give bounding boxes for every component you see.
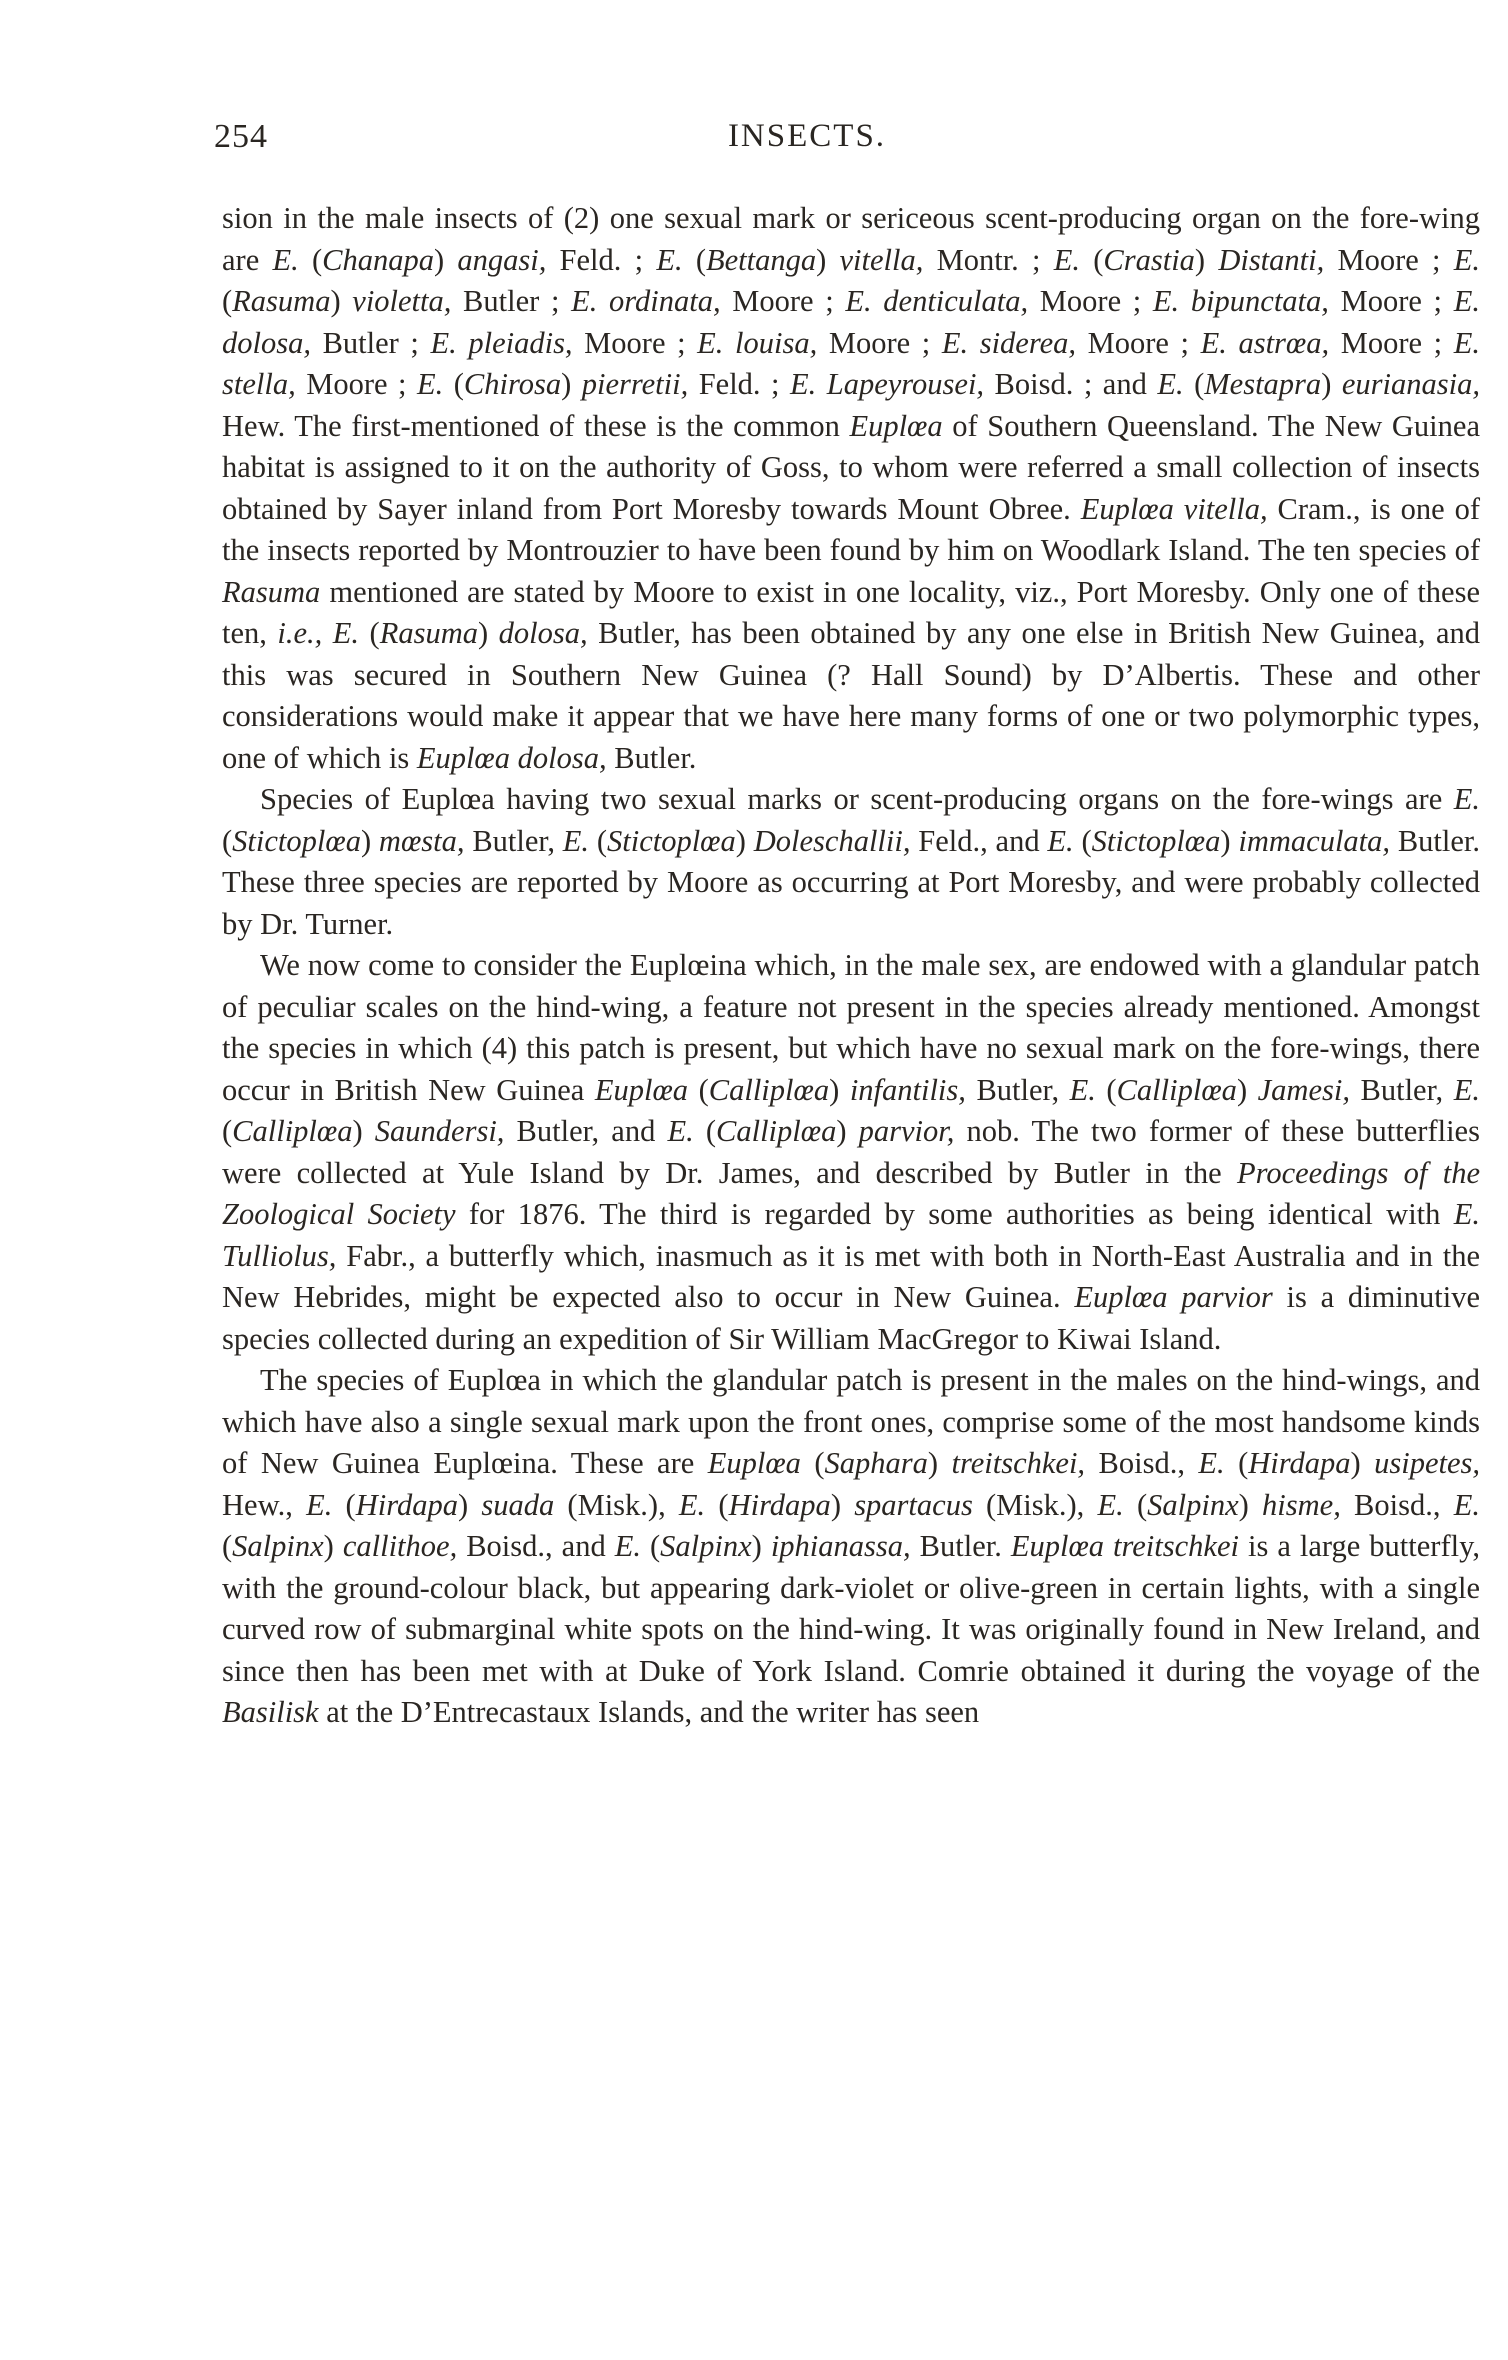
italic-text-run: E. bbox=[614, 1529, 641, 1563]
italic-text-run: Saundersi, bbox=[374, 1114, 505, 1148]
italic-text-run: Stictoplœa bbox=[1091, 823, 1221, 858]
text-run: Hew., bbox=[222, 1487, 307, 1522]
text-run: is a diminutive species collected during an expedition of Sir William MacGregor to Kiwai Island. bbox=[222, 1280, 1481, 1356]
italic-text-run: E. bbox=[1053, 242, 1080, 277]
italic-text-run: E. louisa, bbox=[697, 325, 818, 360]
text-run: ) bbox=[477, 616, 499, 650]
italic-text-run: Euplœa bbox=[707, 1446, 801, 1480]
text-run: Feld. ; bbox=[688, 367, 791, 401]
italic-text-run: E. bbox=[1097, 1487, 1124, 1522]
text-run: ) bbox=[457, 1487, 482, 1522]
italic-text-run: Mestapra bbox=[1204, 367, 1322, 401]
text-run: Moore ; bbox=[1329, 325, 1454, 360]
text-run: Boisd. ; and bbox=[984, 367, 1158, 401]
text-run: Boisd., bbox=[1085, 1446, 1199, 1480]
text-run: Moore ; bbox=[572, 325, 698, 360]
italic-text-run: E. stella, bbox=[222, 325, 1481, 401]
italic-text-run: E. bbox=[272, 242, 299, 277]
text-run: Butler, bbox=[464, 823, 563, 858]
italic-text-run: iphianassa, bbox=[770, 1529, 911, 1563]
text-run: ( bbox=[640, 1529, 661, 1563]
paragraph-2 bbox=[222, 779, 1480, 945]
text-run: ) bbox=[352, 1114, 375, 1148]
text-run: ) bbox=[816, 242, 840, 277]
italic-text-run: usipetes, bbox=[1374, 1446, 1481, 1480]
italic-text-run: Euplœa vitella, bbox=[1080, 491, 1268, 526]
italic-text-run: Euplœa bbox=[594, 1072, 689, 1107]
text-run: ( bbox=[222, 823, 233, 858]
text-run: The species of Euplœa in which the glandular patch is present in the males on the hind-wings, and which have also a single sexual mark upon the front ones, comprise some of the most handsome kinds of New Guinea Euplœina. These are bbox=[222, 1363, 1480, 1480]
italic-text-run: E. bbox=[562, 823, 590, 858]
italic-text-run: angasi, bbox=[457, 242, 547, 277]
text-run: ( bbox=[332, 1487, 356, 1522]
italic-text-run: vitella, bbox=[839, 242, 924, 277]
text-run: ) bbox=[561, 367, 582, 401]
italic-text-run: violetta, bbox=[352, 284, 452, 318]
text-run: Moore ; bbox=[720, 284, 846, 318]
text-run: ) bbox=[735, 823, 754, 858]
text-run: ) bbox=[751, 1529, 771, 1563]
text-run: ) bbox=[433, 242, 458, 277]
text-run: ) bbox=[1238, 1487, 1263, 1522]
text-run: ( bbox=[298, 242, 323, 277]
page-number: 254 bbox=[214, 118, 268, 155]
italic-text-run: E. bbox=[306, 1487, 333, 1522]
italic-text-run: Calliplœa bbox=[716, 1114, 837, 1148]
text-run: ) bbox=[1194, 242, 1219, 277]
text-run: ( bbox=[1073, 823, 1092, 858]
italic-text-run: immaculata, bbox=[1238, 823, 1391, 858]
text-run: Moore ; bbox=[817, 325, 942, 360]
text-run: ( bbox=[443, 367, 464, 401]
italic-text-run: Bettanga bbox=[706, 242, 817, 277]
italic-text-run: Hirdapa bbox=[355, 1487, 458, 1522]
text-run: Montr. ; bbox=[923, 242, 1054, 277]
italic-text-run: E. dolosa, bbox=[222, 284, 1480, 360]
italic-text-run: Euplœa parvior bbox=[1074, 1280, 1273, 1314]
text-run: ) bbox=[1321, 367, 1342, 401]
text-run: ( bbox=[222, 1114, 233, 1148]
italic-text-run: E. bbox=[1453, 782, 1480, 816]
text-run: mentioned are stated by Moore to exist in one locality, viz., Port Moresby. Only one of these ten, bbox=[222, 574, 1480, 650]
text-run: for 1876. The third is regarded by some authorities as being identical with bbox=[455, 1197, 1454, 1231]
text-run: Hew. The first-mentioned of these is the common bbox=[222, 408, 850, 443]
text-run: Boisd., and bbox=[457, 1529, 615, 1563]
italic-text-run: Hirdapa bbox=[728, 1487, 831, 1522]
italic-text-run: E. siderea, bbox=[941, 325, 1076, 360]
italic-text-run: parvior, bbox=[858, 1114, 955, 1148]
text-run: ( bbox=[222, 284, 233, 318]
text-run: Moore ; bbox=[1028, 284, 1153, 318]
text-run: Butler, bbox=[1349, 1072, 1454, 1107]
text-run: ( bbox=[359, 616, 380, 650]
running-title: INSECTS. bbox=[727, 118, 887, 154]
text-run: ) bbox=[829, 1072, 850, 1107]
text-run: Butler, has been obtained by any one else in British New Guinea, and this was secured in Southern New Guinea (? Hall Sound) by D’Albertis. These and other considerations would make it appear that we have here many forms of one or two polymorphic types, one of which is bbox=[222, 616, 1480, 775]
text-run: ) bbox=[330, 284, 353, 318]
italic-text-run: Euplœa dolosa, bbox=[416, 740, 607, 775]
italic-text-run: E. bbox=[1069, 1072, 1096, 1107]
text-run: ( bbox=[800, 1446, 825, 1480]
text-run: ( bbox=[222, 1529, 233, 1563]
italic-text-run: suada bbox=[481, 1487, 555, 1522]
text-run: Moore ; bbox=[295, 367, 417, 401]
text-run: Butler. bbox=[606, 740, 697, 775]
text-run: ( bbox=[688, 1072, 709, 1107]
text-run: ) bbox=[360, 823, 379, 858]
italic-text-run: E. bbox=[1047, 823, 1074, 858]
text-run: Butler ; bbox=[451, 284, 572, 318]
italic-text-run: E. bbox=[656, 242, 683, 277]
italic-text-run: Doleschallii, bbox=[753, 823, 911, 858]
italic-text-run: treitschkei, bbox=[951, 1446, 1086, 1480]
italic-text-run: Jamesi, bbox=[1257, 1072, 1350, 1107]
text-run: ( bbox=[693, 1114, 717, 1148]
text-run: Boisd., bbox=[1340, 1487, 1454, 1522]
italic-text-run: Distanti, bbox=[1218, 242, 1325, 277]
text-run: ( bbox=[705, 1487, 729, 1522]
text-run: nob. The two former of these butterflies were collected at Yule Island by Dr. James, and described by Butler in the bbox=[222, 1114, 1480, 1190]
italic-text-run: Calliplœa bbox=[1116, 1072, 1237, 1107]
text-run: Species of Euplœa having two sexual marks or scent-producing organs on the fore-wings are bbox=[260, 782, 1454, 816]
italic-text-run: E. bbox=[1453, 1487, 1480, 1522]
text-run: ( bbox=[1123, 1487, 1148, 1522]
italic-text-run: Basilisk bbox=[222, 1695, 319, 1729]
text-run: ( bbox=[1183, 367, 1205, 401]
italic-text-run: Stictoplœa bbox=[607, 823, 736, 858]
text-run: Butler. These three species are reported by Moore as occurring at Port Moresby, and were probably collected by Dr. Turner. bbox=[222, 823, 1480, 941]
italic-text-run: hisme, bbox=[1262, 1487, 1341, 1522]
italic-text-run: E. denticulata, bbox=[845, 284, 1029, 318]
italic-text-run: Calliplœa bbox=[232, 1114, 353, 1148]
text-run: Butler ; bbox=[310, 325, 431, 360]
italic-text-run: E. astrœa, bbox=[1200, 325, 1330, 360]
text-run: ( bbox=[589, 823, 607, 858]
text-run: Butler, bbox=[965, 1072, 1070, 1107]
running-head bbox=[214, 112, 1290, 172]
italic-text-run: mœsta, bbox=[378, 823, 465, 858]
italic-text-run: E. pleiadis, bbox=[430, 325, 573, 360]
italic-text-run: E. bbox=[678, 1487, 706, 1522]
text-run: ( bbox=[682, 242, 706, 277]
italic-text-run: Chanapa bbox=[322, 242, 434, 277]
text-run: ( bbox=[1224, 1446, 1249, 1480]
text-run: is a large butterfly, with the ground-colour black, but appearing dark-violet or olive-green in certain lights, with a single curved row of submarginal white spots on the hind-wing. It was originally found in New Ireland, and since then has been met with at Duke of York Island. Comrie obtained it during the voyage of the bbox=[222, 1529, 1480, 1688]
text-run: ) bbox=[836, 1114, 859, 1148]
italic-text-run: E. bipunctata, bbox=[1152, 284, 1329, 318]
italic-text-run: Calliplœa bbox=[708, 1072, 830, 1107]
text-run: Butler, and bbox=[504, 1114, 668, 1148]
italic-text-run: Salpinx bbox=[660, 1529, 752, 1563]
text-run: (Misk.), bbox=[554, 1487, 679, 1522]
italic-text-run: i.e., E. bbox=[277, 616, 360, 650]
paragraph-4 bbox=[222, 1360, 1480, 1734]
text-run: Moore ; bbox=[1324, 242, 1454, 277]
italic-text-run: E. bbox=[1157, 367, 1184, 401]
italic-text-run: Euplœa treitschkei bbox=[1010, 1529, 1239, 1563]
text-run: ) bbox=[1236, 1072, 1258, 1107]
italic-text-run: Salpinx bbox=[1147, 1487, 1239, 1522]
italic-text-run: Rasuma bbox=[232, 284, 331, 318]
text-run: ) bbox=[323, 1529, 343, 1563]
text-run: sion in the male insects of (2) one sexual mark or sericeous scent-producing organ on the fore-wing are bbox=[222, 201, 1480, 277]
text-run: at the D’Entrecastaux Islands, and the writer has seen bbox=[318, 1695, 980, 1729]
text-run: ( bbox=[1095, 1072, 1117, 1107]
text-run: ) bbox=[927, 1446, 952, 1480]
text-run: We now come to consider the Euplœina which, in the male sex, are endowed with a glandular patch of peculiar scales on the hind-wing, a feature not present in the species already mentioned. Amongst the species in which (4) this patch is present, but which have no sexual mark on the fore-wings, there occur in British New Guinea bbox=[222, 948, 1480, 1107]
italic-text-run: callithoe, bbox=[342, 1529, 458, 1563]
text-run: ) bbox=[830, 1487, 855, 1522]
italic-text-run: E. Lapeyrousei, bbox=[790, 367, 985, 401]
body-text bbox=[222, 198, 1480, 1734]
italic-text-run: eurianasia, bbox=[1341, 367, 1480, 401]
italic-text-run: E. bbox=[1453, 1072, 1480, 1107]
text-run: ( bbox=[1080, 242, 1104, 277]
text-run: Feld. ; bbox=[546, 242, 657, 277]
text-run: ) bbox=[1220, 823, 1239, 858]
italic-text-run: Salpinx bbox=[232, 1529, 324, 1563]
text-run: Butler. bbox=[910, 1529, 1011, 1563]
italic-text-run: E. bbox=[1453, 242, 1480, 277]
italic-text-run: Saphara bbox=[824, 1446, 928, 1480]
text-run: ) bbox=[1350, 1446, 1375, 1480]
paragraph-1 bbox=[222, 198, 1480, 779]
italic-text-run: Proceedings of the Zoological Society bbox=[222, 1155, 1480, 1231]
italic-text-run: E. Tulliolus, bbox=[222, 1197, 1480, 1273]
italic-text-run: dolosa, bbox=[498, 616, 588, 650]
italic-text-run: Hirdapa bbox=[1248, 1446, 1351, 1480]
text-run: Feld., and bbox=[910, 823, 1048, 858]
text-run: (Misk.), bbox=[972, 1487, 1098, 1522]
italic-text-run: Crastia bbox=[1103, 242, 1195, 277]
text-run: Cram., is one of the insects reported by Montrouzier to have been found by him on Woodlark Island. The ten species of bbox=[222, 491, 1480, 567]
italic-text-run: spartacus bbox=[854, 1487, 973, 1522]
italic-text-run: Rasuma bbox=[222, 574, 321, 609]
italic-text-run: E. bbox=[1198, 1446, 1225, 1480]
italic-text-run: E. ordinata, bbox=[571, 284, 721, 318]
italic-text-run: E. bbox=[667, 1114, 694, 1148]
italic-text-run: infantilis, bbox=[849, 1072, 966, 1107]
italic-text-run: Stictoplœa bbox=[232, 823, 361, 858]
text-run: Moore ; bbox=[1328, 284, 1454, 318]
italic-text-run: Rasuma bbox=[379, 616, 478, 650]
paragraph-3 bbox=[222, 945, 1480, 1360]
text-run: Fabr., a butterfly which, inasmuch as it is met with both in North-East Australia and in the New Hebrides, might be expected also to occur in New Guinea. bbox=[222, 1238, 1480, 1314]
italic-text-run: E. bbox=[416, 367, 444, 401]
italic-text-run: pierretii, bbox=[581, 367, 689, 401]
italic-text-run: Chirosa bbox=[463, 367, 562, 401]
text-run: Moore ; bbox=[1075, 325, 1201, 360]
text-run: of Southern Queensland. The New Guinea habitat is assigned to it on the authority of Goss, to whom were referred a small collection of insects obtained by Sayer inland from Port Moresby towards Mount Obree. bbox=[222, 408, 1480, 526]
italic-text-run: Euplœa bbox=[849, 408, 943, 443]
